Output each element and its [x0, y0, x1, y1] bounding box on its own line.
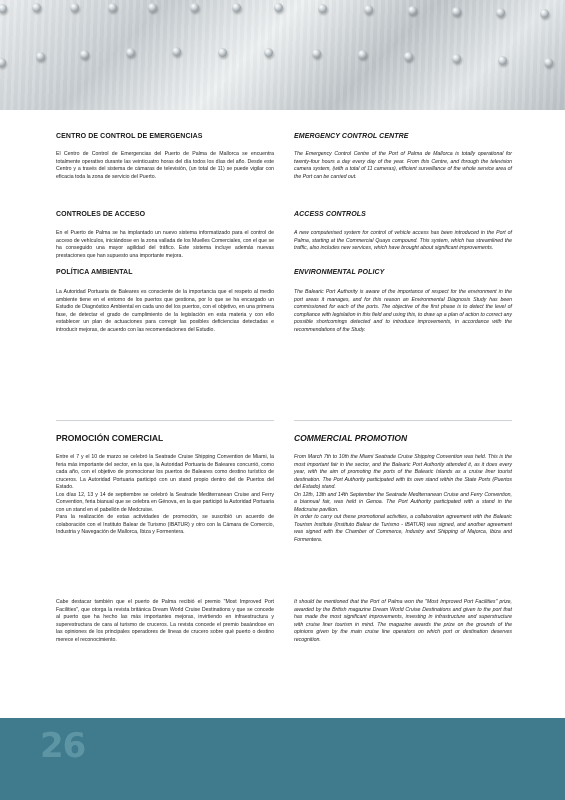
rivet: [126, 48, 135, 57]
rivet: [172, 47, 181, 56]
rivet: [364, 5, 373, 14]
rivet: [218, 48, 227, 57]
header-metal-banner: [0, 0, 565, 110]
paragraph-promotion-es-2: Cabe destacar también que el puerto de Palma recibió el premio "Most Improved Port Facilities", que otorga la revista británica Dream World Cruise Destinations y que se concede al puerto que ha hecho las más importantes mejoras, invirtiendo en infraestructura y superestructura de cara al turismo de cruceros. La revista concede el premio basándose en las opiniones de los principales operadores de líneas de crucero sobre qué puerto o destino merece el reconocimiento.: [56, 599, 274, 643]
rivet: [80, 50, 89, 59]
section-title-promotion-en: COMMERCIAL PROMOTION: [294, 433, 408, 443]
rivet: [498, 56, 507, 65]
section-title-environment-es: POLÍTICA AMBIENTAL: [56, 269, 133, 276]
rivet: [318, 4, 327, 13]
section-divider: [56, 420, 274, 421]
section-title-access-en: ACCESS CONTROLS: [294, 211, 366, 218]
rivet: [312, 49, 321, 58]
paragraph-emergency-en: The Emergency Control Centre of the Port of Palma de Mallorca is totally operational for twenty-four hours a day every day of the year. From this Centre, and through the television camera system, (with a total of 11 cameras), efficient surveillance of the whole service area of the Port can be carried out.: [294, 151, 512, 180]
paragraph-promotion-en-1: From March 7th to 10th the Miami Seatrade Cruise Shipping Convention was held. This is the most important fair in the sector, and the Balearic Port Authority attended it, as it does every year, with the aim of promoting the ports of the Balearic Islands as a cruise liner tourist destination. The Port Authority participated with its own stand within the State Ports (Puertos del Estado) stand. On 12th, 13th and 14th September the Seatrade Mediterranean Cruise and Ferry Convention, a biannual fair, was held in Genoa. The Port Authority participated with a stand in the Medcruise pavilion. In order to carry out these promotional activities, a collaboration agreement with the Balearic Tourism Institute (Instituto Balear de Turismo - IBATUR) was signed, and another agreement was signed with the Chamber of Commerce, Industry and Shipping of Majorca, Ibiza and Formentera.: [294, 454, 512, 543]
rivet: [148, 3, 157, 12]
paragraph-access-en: A new computerised system for control of vehicle access has been introduced in the Port of Palma, starting at the Commercial Quays compound. This system, which has streamlined the traffic, also includes new services, which have brought about significant improvements.: [294, 230, 512, 251]
rivet: [70, 3, 79, 12]
paragraph-promotion-es-1: Entre el 7 y el 10 de marzo se celebró la Seatrade Cruise Shipping Convention de Miami, la feria más importante del sector, en la que, la Autoridad Portuaria de Baleares concurrió, como cada año, con el objetivo de promocionar los puertos de Baleares como destino turístico de cruceros. La Autoridad Portuaria participó con un stand propio dentro del de Puertos del Estado. Los días 12, 13 y 14 de septiembre se celebró la Seatrade Mediterranean Cruise and Ferry Convention, feria bianual que se celebra en Génova, en la que participó la Autoridad Portuaria con un stand en el pabellón de Medcruise. Para la realización de estas actividades de promoción, se suscribió un acuerdo de colaboración con el Instituto Balear de Turismo (IBATUR) y otro con la Cámara de Comercio, Industria y Navegación de Mallorca, Ibiza y Formentera.: [56, 454, 274, 535]
section-title-access-es: CONTROLES DE ACCESO: [56, 211, 146, 218]
page-number: 26: [40, 726, 86, 766]
rivet: [108, 3, 117, 12]
rivet: [264, 48, 273, 57]
paragraph-promotion-en-2: It should be mentioned that the Port of Palma won the "Most Improved Port Facilities" prize, awarded by the British magazine Dream World Cruise Destinations and given to the port that has made the most significant improvements, investing in infrastructure and superstructure with cruise liner tourism in mind. The magazine awards the prize on the grounds of the opinions given by the main cruise line operators on which port or destination deserves recognition.: [294, 599, 512, 643]
rivet: [36, 52, 45, 61]
rivet: [274, 3, 283, 12]
paragraph-access-es: En el Puerto de Palma se ha implantado un nuevo sistema informatizado para el control de acceso de vehículos, iniciándose en la zona vallada de los Muelles Comerciales, con el que se ha conseguido una mayor agilidad del tráfico. Este sistema incluye además nuevas prestaciones que han supuesto una importante mejora.: [56, 230, 274, 259]
rivet: [544, 58, 553, 67]
rivet: [404, 52, 413, 61]
rivet: [496, 8, 505, 17]
paragraph-environment-es: La Autoridad Portuaria de Baleares es consciente de la importancia que el respeto al medio ambiente tiene en el entorno de los puertos que gestiona, por lo que se ha encargado un Estudio de Diagnóstico Ambiental en cada uno del los puertos, con el objetivo, en una primera fase, de detectar el grado de cumplimiento de la legislación en esta materia y con ello establecer un plan de actuaciones para corregir las posibles deficiencias detectadas e introducir mejoras, de acuerdo con las recomendaciones del Estudio.: [56, 289, 274, 333]
paragraph-environment-en: The Balearic Port Authority is aware of the importance of respect for the environment in the port areas it manages, and for this reason an Environmental Diagnosis Study has been commissioned for each of the ports. The objective of the first phase is to detect the level of compliance with legislation in this field and using this, to draw up a plan of action to correct any possible shortcomings detected and to introduce improvements, in accordance with the recommendations of the Study.: [294, 289, 512, 333]
rivet: [408, 6, 417, 15]
rivet: [540, 9, 549, 18]
section-divider: [294, 420, 512, 421]
rivet: [32, 3, 41, 12]
rivet: [358, 50, 367, 59]
section-title-emergency-en: EMERGENCY CONTROL CENTRE: [294, 133, 409, 140]
section-title-environment-en: ENVIRONMENTAL POLICY: [294, 269, 385, 276]
rivet: [232, 3, 241, 12]
rivet: [452, 7, 461, 16]
section-title-emergency-es: CENTRO DE CONTROL DE EMERGENCIAS: [56, 133, 203, 140]
rivet: [190, 3, 199, 12]
paragraph-emergency-es: El Centro de Control de Emergencias del Puerto de Palma de Mallorca se encuentra totalmente operativo durante las veinticuatro horas del día todos los días del año. Desde este Centro y a través del sistema de cámaras de televisión, (un total de 11) se puede vigilar con eficacia toda la zona de servicio del Puerto.: [56, 151, 274, 180]
rivet: [0, 4, 7, 13]
section-title-promotion-es: PROMOCIÓN COMERCIAL: [56, 433, 164, 443]
rivet: [0, 58, 6, 67]
rivet: [452, 54, 461, 63]
